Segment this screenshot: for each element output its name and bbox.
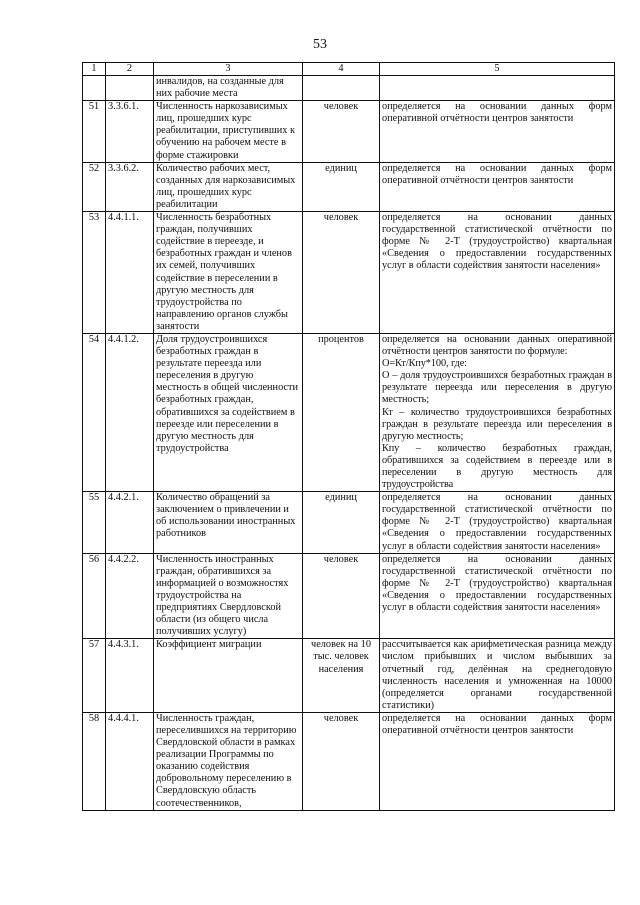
row-number: 57 xyxy=(83,639,106,713)
row-unit: человек xyxy=(303,553,380,639)
column-header-5: 5 xyxy=(380,63,615,76)
table-row xyxy=(83,492,615,553)
table-row xyxy=(83,76,615,101)
row-code: 4.4.2.2. xyxy=(106,553,154,639)
column-header-2: 2 xyxy=(106,63,154,76)
row-indicator-name: Количество обращений за заключением о привлечении и об использовании иностранных работников xyxy=(154,492,303,553)
row-number: 56 xyxy=(83,553,106,639)
row-number: 58 xyxy=(83,712,106,810)
table-header-row xyxy=(83,63,615,76)
row-unit: человек xyxy=(303,712,380,810)
row-indicator-name: Численность наркозависимых лиц, прошедших курс реабилитации, приступивших к обучению на рабочем месте в форме стажировки xyxy=(154,101,303,162)
row-indicator-name: Доля трудоустроившихся безработных граждан в результате переезда или переселения в другую местность в общей численности безработных граждан, обратившихся за содействием в переезде или переселении в другую местность для трудоустройства xyxy=(154,333,303,491)
table-row xyxy=(83,639,615,713)
row-method: определяется на основании данных форм оперативной отчётности центров занятости xyxy=(380,162,615,211)
row-unit: процентов xyxy=(303,333,380,491)
row-indicator-name: Численность граждан, переселившихся на территорию Свердловской области в рамках реализации Программы по оказанию содействия добровольному переселению в Свердловскую область соотечественников, xyxy=(154,712,303,810)
row-code: 4.4.1.1. xyxy=(106,212,154,334)
row-indicator-name: Численность безработных граждан, получивших содействие в переезде, и безработных граждан и членов их семей, получивших содействие в переселении в другую местность для трудоустройства по направлению органов службы занятости xyxy=(154,212,303,334)
page-number: 53 xyxy=(313,37,327,52)
row-code: 4.4.3.1. xyxy=(106,639,154,713)
row-unit: единиц xyxy=(303,162,380,211)
row-number: 55 xyxy=(83,492,106,553)
column-header-3: 3 xyxy=(154,63,303,76)
row-unit xyxy=(303,76,380,101)
table-row xyxy=(83,333,615,491)
formula-term-o: О – доля трудоустроившихся безработных граждан в результате переезда или переселения в другую местность; xyxy=(382,370,612,406)
row-indicator-name: Численность иностранных граждан, обратившихся за информацией о возможностях трудоустройства на предприятиях Свердловской области (из общего числа получивших услугу) xyxy=(154,553,303,639)
formula-term-kpu: Кпу – количество безработных граждан, обратившихся за содействием в переезде или в переселении в другую местность для трудоустройства xyxy=(382,442,612,491)
row-unit: человек xyxy=(303,212,380,334)
row-method: определяется на основании данных форм оперативной отчётности центров занятости xyxy=(380,712,615,810)
row-code: 4.4.1.2. xyxy=(106,333,154,491)
table-row xyxy=(83,212,615,334)
row-unit: человек на 10 тыс. человек населения xyxy=(303,639,380,713)
row-indicator-name: Количество рабочих мест, созданных для наркозависимых лиц, прошедших курс реабилитации xyxy=(154,162,303,211)
row-code xyxy=(106,76,154,101)
formula-term-kt: Кт – количество трудоустроившихся безработных граждан в результате переезда или переселения в другую местность; xyxy=(382,406,612,442)
formula: О=Кт/Кпу*100, где: xyxy=(382,358,467,370)
row-method: определяется на основании данных государственной статистической отчётности по форме № 2-Т (трудоустройство) квартальная «Сведения о предоставлении государственных услуг в области содействия занятости населения» xyxy=(380,553,615,639)
row-code: 3.3.6.2. xyxy=(106,162,154,211)
row-method xyxy=(380,76,615,101)
row-code: 3.3.6.1. xyxy=(106,101,154,162)
row-indicator-name: инвалидов, на созданные для них рабочие места xyxy=(154,76,303,101)
row-method: определяется на основании данных государственной статистической отчётности по форме № 2-Т (трудоустройство) квартальная «Сведения о предоставлении государственных услуг в области содействия занятости населения» xyxy=(380,212,615,334)
indicators-table xyxy=(82,62,615,811)
row-number: 53 xyxy=(83,212,106,334)
row-code: 4.4.4.1. xyxy=(106,712,154,810)
column-header-1: 1 xyxy=(83,63,106,76)
row-indicator-name: Коэффициент миграции xyxy=(154,639,303,713)
row-number: 52 xyxy=(83,162,106,211)
row-unit: человек xyxy=(303,101,380,162)
row-method: рассчитывается как арифметическая разница между числом прибывших и числом выбывших за отчетный год, делённая на среднегодовую численность населения и умноженная на 10000 (определяется органами государственной статистики) xyxy=(380,639,615,713)
table-row xyxy=(83,553,615,639)
row-number: 51 xyxy=(83,101,106,162)
row-method: определяется на основании данных государственной статистической отчётности по форме № 2-Т (трудоустройство) квартальная «Сведения о предоставлении государственных услуг в области содействия занятости населения» xyxy=(380,492,615,553)
table-row xyxy=(83,712,615,810)
row-method xyxy=(380,333,615,491)
formula-intro: определяется на основании данных оперативной отчётности центров занятости по формуле: xyxy=(382,333,612,358)
row-method: определяется на основании данных форм оперативной отчётности центров занятости xyxy=(380,101,615,162)
row-code: 4.4.2.1. xyxy=(106,492,154,553)
column-header-4: 4 xyxy=(303,63,380,76)
row-number xyxy=(83,76,106,101)
table-row xyxy=(83,162,615,211)
table-row xyxy=(83,101,615,162)
row-unit: единиц xyxy=(303,492,380,553)
row-number: 54 xyxy=(83,333,106,491)
